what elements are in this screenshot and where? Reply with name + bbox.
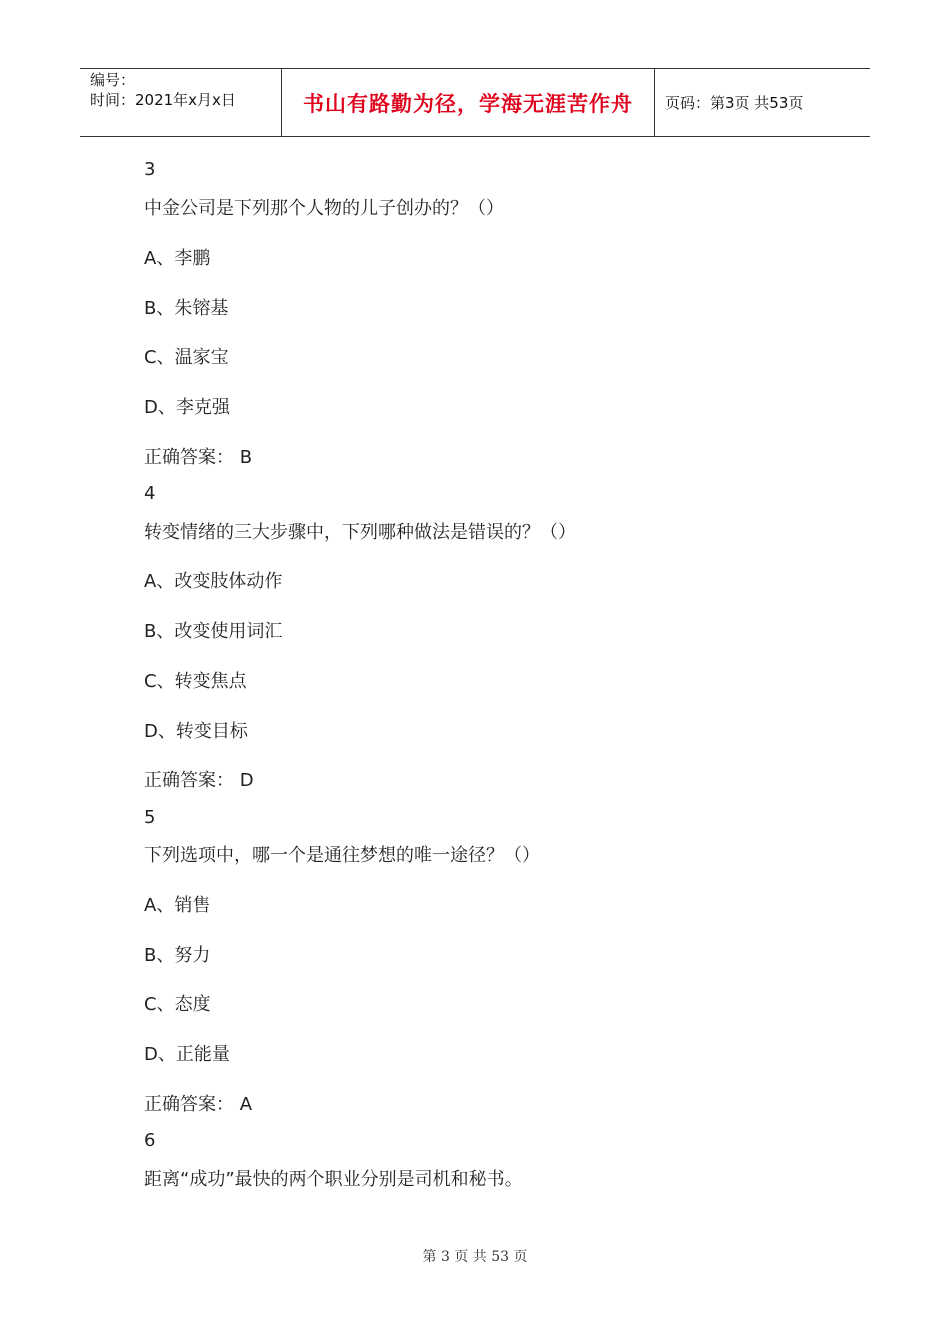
header-page-cell (655, 69, 870, 136)
header-meta-cell (80, 69, 282, 136)
option-b: B、努力 (144, 945, 211, 966)
option-c: C、转变焦点 (144, 671, 247, 692)
option-c: C、温家宝 (144, 347, 229, 368)
correct-answer: 正确答案： B (144, 447, 253, 468)
question-text: 转变情绪的三大步骤中，下列哪种做法是错误的？（） (144, 522, 576, 543)
option-d: D、李克强 (144, 397, 230, 418)
option-d: D、正能量 (144, 1044, 230, 1065)
question-number: 3 (144, 159, 156, 180)
option-b: B、改变使用词汇 (144, 621, 283, 642)
question-number: 4 (144, 483, 156, 504)
correct-answer: 正确答案： D (144, 770, 254, 791)
page-info: 页码：第3页 共53页 (665, 94, 804, 112)
page-footer: 第 3 页 共 53 页 (422, 1249, 528, 1265)
question-text: 距离“成功”最快的两个职业分别是司机和秘书。 (144, 1169, 523, 1190)
option-a: A、李鹏 (144, 248, 211, 269)
option-c: C、态度 (144, 994, 211, 1015)
number-label: 编号： (90, 71, 136, 89)
motto-text: 书山有路勤为径，学海无涯苦作舟 (303, 90, 633, 116)
correct-answer: 正确答案： A (144, 1094, 253, 1115)
option-a: A、改变肢体动作 (144, 571, 283, 592)
header-motto-cell (282, 69, 655, 136)
page-header (80, 68, 870, 137)
option-a: A、销售 (144, 895, 211, 916)
question-text: 中金公司是下列那个人物的儿子创办的？（） (144, 198, 504, 219)
option-d: D、转变目标 (144, 721, 248, 742)
question-number: 5 (144, 807, 156, 828)
time-label: 时间：2021年x月x日 (90, 91, 236, 109)
option-b: B、朱镕基 (144, 298, 229, 319)
question-number: 6 (144, 1130, 156, 1151)
question-text: 下列选项中，哪一个是通往梦想的唯一途径？（） (144, 845, 540, 866)
